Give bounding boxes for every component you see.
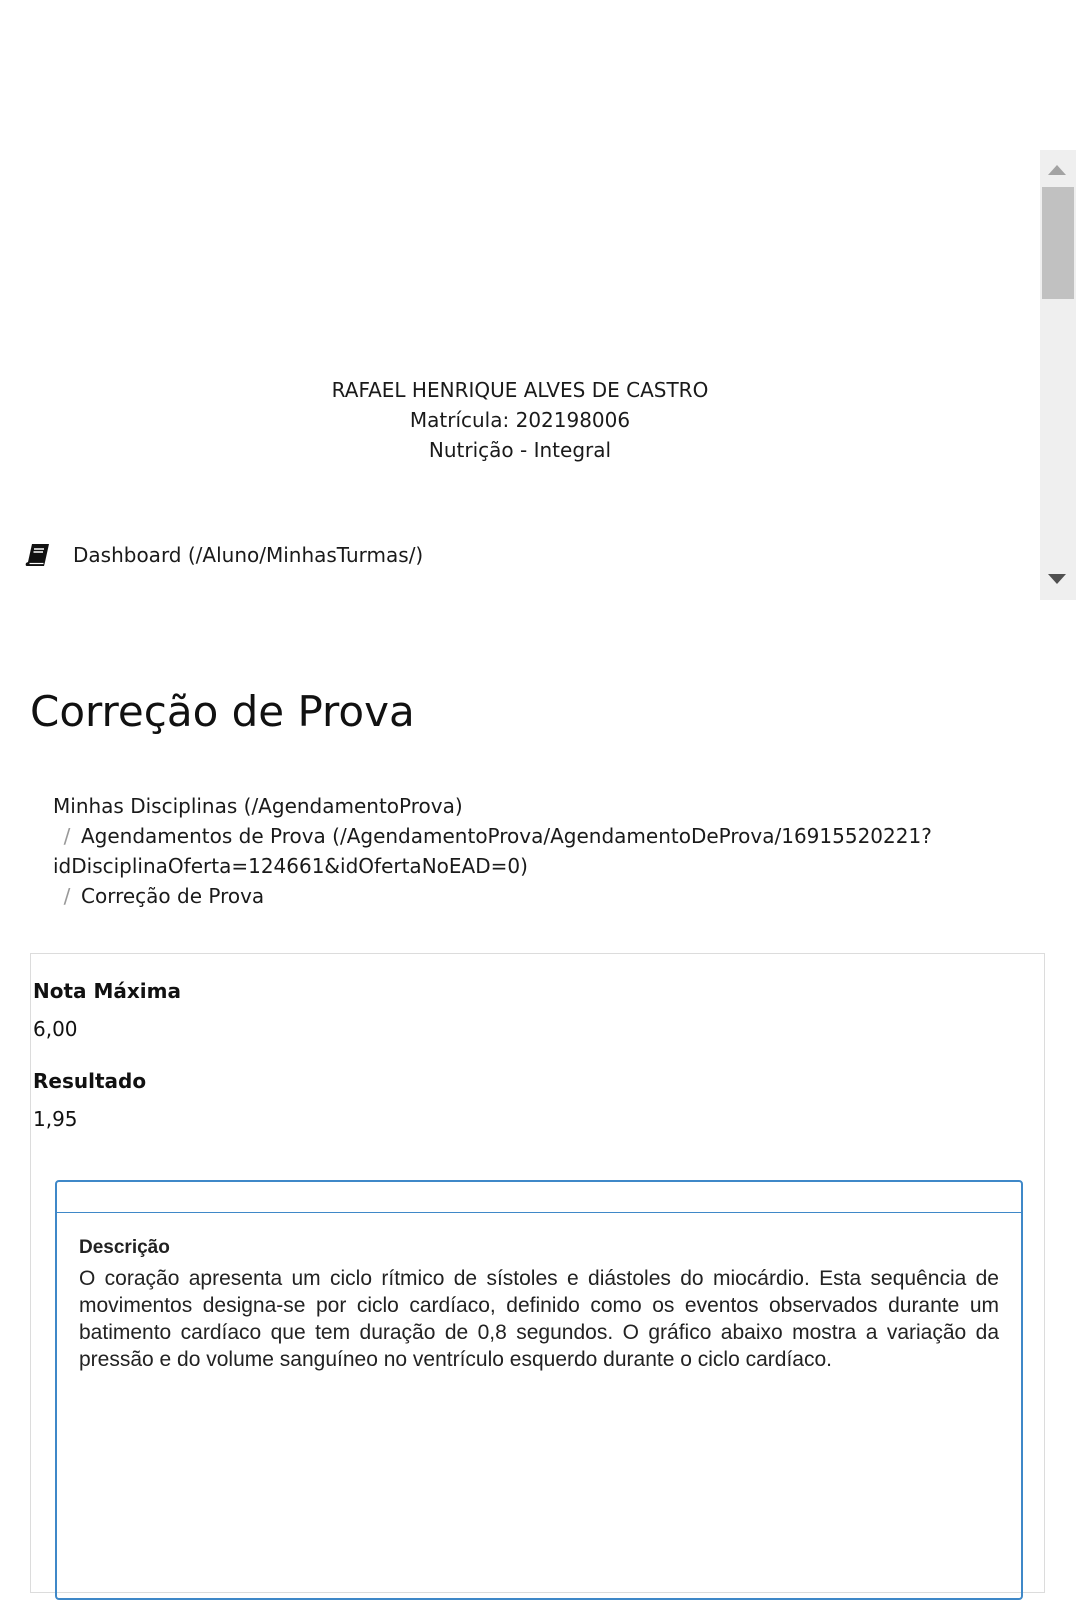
student-course: Nutrição - Integral (428, 438, 612, 462)
max-grade-label: Nota Máxima (33, 979, 181, 1003)
result-label: Resultado (33, 1069, 147, 1093)
question-panel (55, 1180, 1023, 1600)
breadcrumb (53, 791, 953, 911)
student-name: RAFAEL HENRIQUE ALVES DE CASTRO (331, 378, 709, 402)
breadcrumb-agendamentos[interactable]: Agendamentos de Prova (/AgendamentoProva/AgendamentoDeProva/16915520221? (81, 824, 932, 848)
description-label: Descrição (79, 1237, 170, 1258)
max-grade-value: 6,00 (33, 1017, 78, 1041)
scrollbar-thumb[interactable] (1042, 187, 1074, 299)
breadcrumb-separator: / (63, 824, 71, 848)
scroll-up-arrow-icon[interactable] (1048, 165, 1066, 175)
result-card (30, 953, 1045, 1593)
description-text: O coração apresenta um ciclo rítmico de sístoles e diástoles do miocárdio. Esta sequência de movimentos designa-se por ciclo cardíaco, definido como os eventos observados durante um batimento cardíaco que tem duração de 0,8 segundos. O gráfico abaixo mostra a variação da pressão e do volume sanguíneo no ventrículo esquerdo durante o ciclo cardíaco. (79, 1267, 999, 1371)
student-info (0, 375, 1040, 465)
student-registration: Matrícula: 202198006 (409, 408, 631, 432)
breadcrumb-minhas-disciplinas[interactable]: Minhas Disciplinas (/AgendamentoProva) (53, 794, 463, 818)
breadcrumb-agendamentos-continued[interactable]: idDisciplinaOferta=124661&idOfertaNoEAD=0) (53, 854, 528, 878)
question-panel-header (57, 1182, 1021, 1213)
book-icon (25, 542, 51, 568)
top-scroll-panel (0, 150, 1082, 600)
scroll-down-arrow-icon[interactable] (1048, 574, 1066, 584)
breadcrumb-separator: / (63, 884, 71, 908)
nav-dashboard-label: Dashboard (/Aluno/MinhasTurmas/) (73, 543, 424, 567)
breadcrumb-current: Correção de Prova (81, 884, 265, 908)
panel-scrollbar[interactable] (1040, 150, 1076, 600)
nav-dashboard-link[interactable] (25, 538, 423, 572)
result-value: 1,95 (33, 1107, 78, 1131)
page-title: Correção de Prova (30, 687, 415, 736)
question-body (57, 1213, 1021, 1373)
